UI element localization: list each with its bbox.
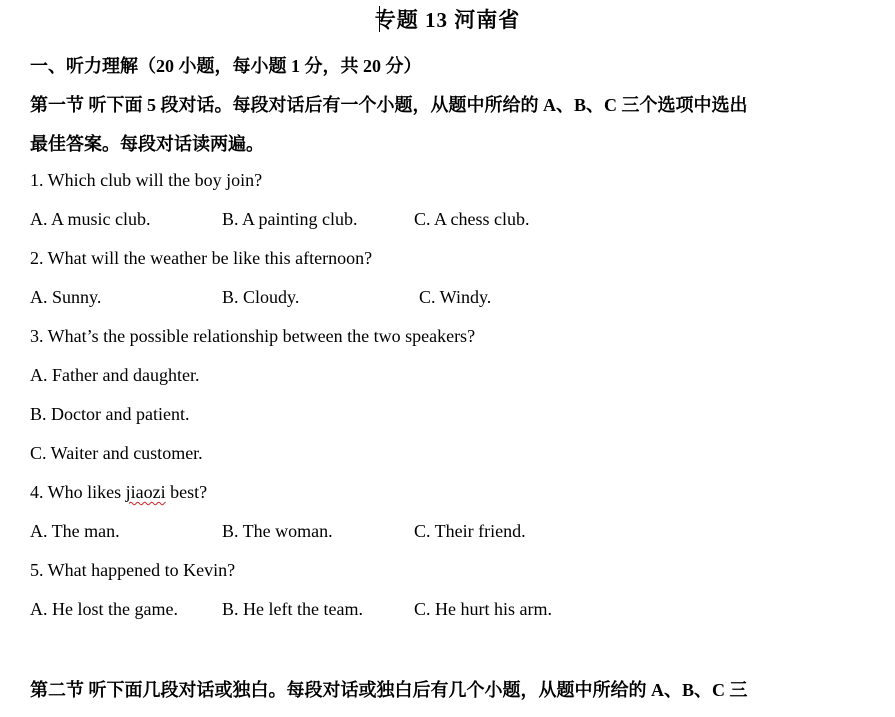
part1-instructions-line1: 第一节 听下面 5 段对话。每段对话后有一个小题，从题中所给的 A、B、C 三个选项中选出 bbox=[30, 95, 748, 115]
question-4-option-c: C. Their friend. bbox=[414, 521, 526, 541]
question-4-stem-suffix: best? bbox=[165, 482, 208, 502]
question-1-option-a: A. A music club. bbox=[30, 209, 151, 229]
question-2-option-c: C. Windy. bbox=[419, 287, 492, 307]
question-1-option-c: C. A chess club. bbox=[414, 209, 530, 229]
question-3-option-b: B. Doctor and patient. bbox=[30, 404, 190, 424]
question-3-option-c: C. Waiter and customer. bbox=[30, 443, 203, 463]
question-2-stem: 2. What will the weather be like this afternoon? bbox=[30, 248, 373, 268]
question-4-option-a: A. The man. bbox=[30, 521, 120, 541]
question-2-option-b: B. Cloudy. bbox=[222, 287, 300, 307]
question-5-option-c: C. He hurt his arm. bbox=[414, 599, 552, 619]
question-3-option-a: A. Father and daughter. bbox=[30, 365, 200, 385]
part2-instructions-line1: 第二节 听下面几段对话或独白。每段对话或独白后有几个小题，从题中所给的 A、B、C 三 bbox=[30, 680, 748, 700]
page-title: 专题 13 河南省 bbox=[374, 8, 521, 32]
question-1-stem: 1. Which club will the boy join? bbox=[30, 170, 263, 190]
part1-instructions-line2: 最佳答案。每段对话读两遍。 bbox=[30, 134, 264, 154]
spellcheck-flagged-word: jiaozi bbox=[125, 482, 166, 502]
question-4-stem bbox=[30, 482, 207, 503]
question-5-stem: 5. What happened to Kevin? bbox=[30, 560, 236, 580]
question-5-option-b: B. He left the team. bbox=[222, 599, 363, 619]
question-4-option-b: B. The woman. bbox=[222, 521, 333, 541]
question-4-stem-prefix: 4. Who likes bbox=[30, 482, 126, 502]
question-3-stem: 3. What’s the possible relationship between the two speakers? bbox=[30, 326, 476, 346]
section-heading: 一、听力理解（20 小题，每小题 1 分，共 20 分） bbox=[30, 56, 422, 76]
question-1-option-b: B. A painting club. bbox=[222, 209, 358, 229]
question-2-option-a: A. Sunny. bbox=[30, 287, 102, 307]
question-5-option-a: A. He lost the game. bbox=[30, 599, 178, 619]
